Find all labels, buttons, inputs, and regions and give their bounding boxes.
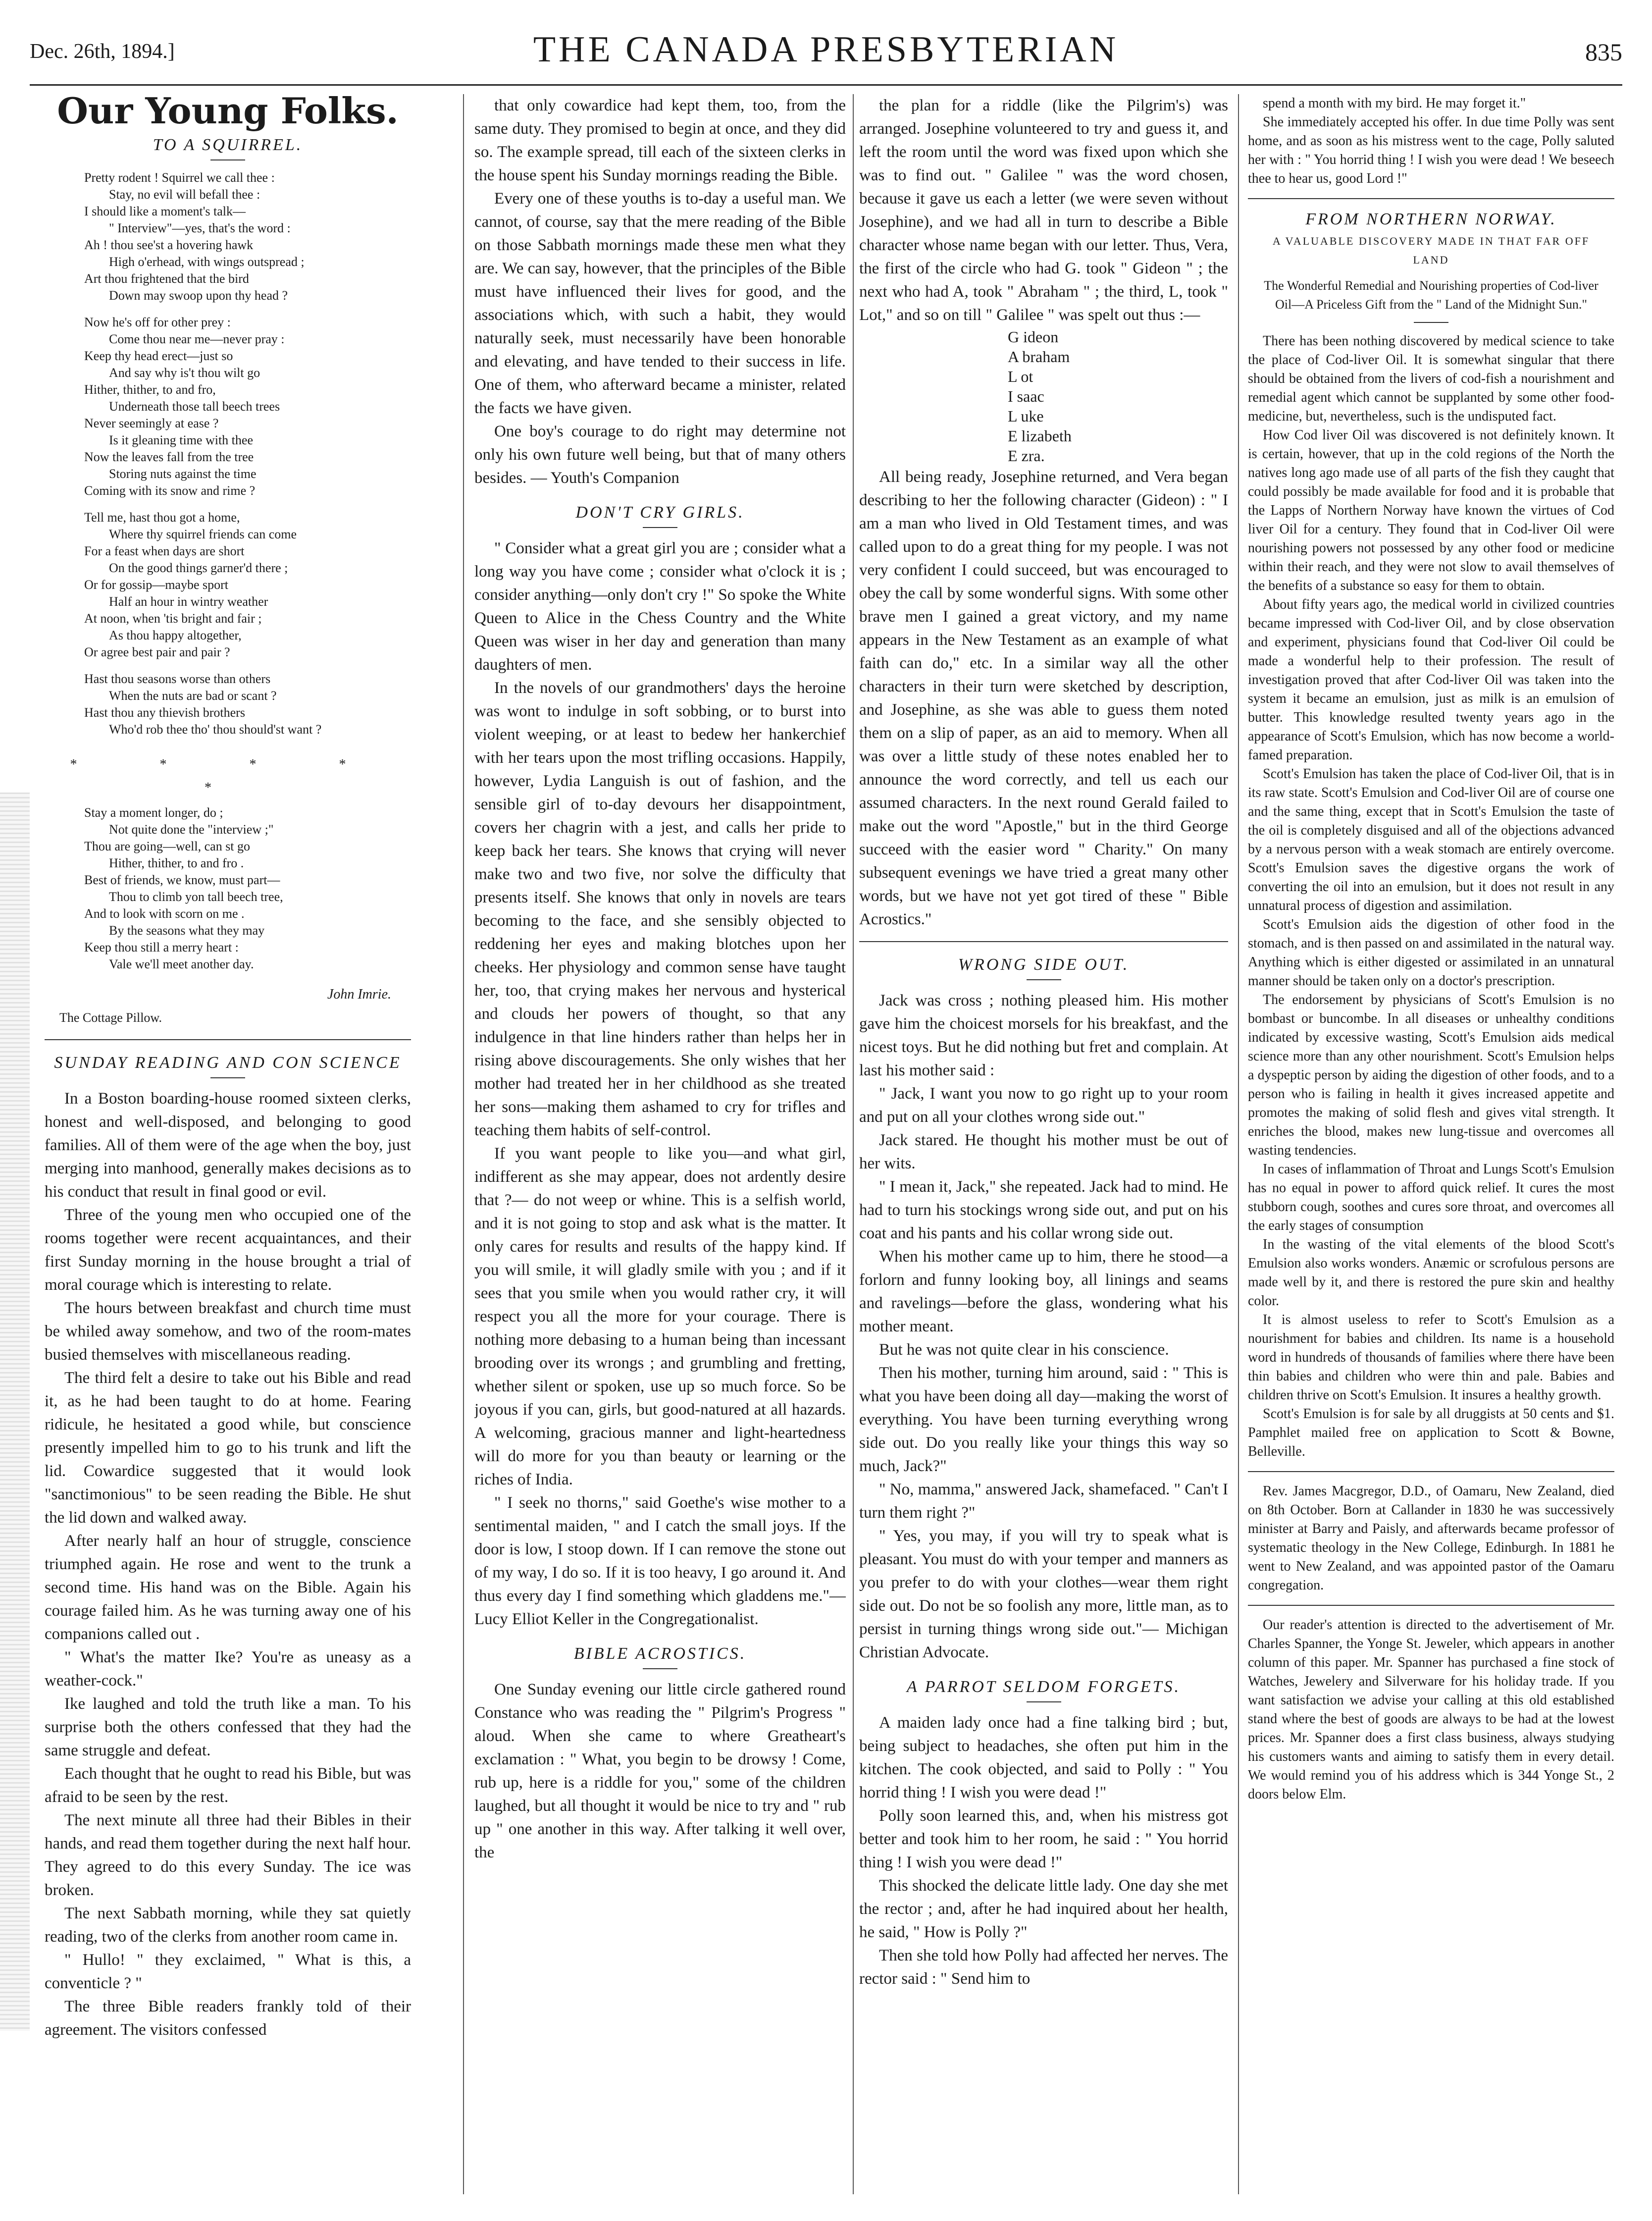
column-rule	[853, 94, 854, 2194]
paragraph: She immediately accepted his offer. In due time Polly was sent home, and as soon as his mistress went to the cage, Polly saluted her with : " You horrid thing ! I wish you were dead ! We beseech thee to hear us, good Lord !"	[1248, 114, 1614, 186]
paragraph: " Hullo! " they exclaimed, " What is this, a conventicle ? "	[45, 1951, 411, 1992]
paragraph: All being ready, Josephine returned, and Vera began describing to her the following character (Gideon) : " I am a man who lived in Old Testament times, and was called upon to do a great thing for my people. I was not very confident I could succeed, but was encouraged to obey the call by some wonderful signs. With some other brave men I gained a great victory, and my name appears in the New Testament as an example of what faith can do," etc. In a similar way all the other characters in their turn were sketched by description, and Josephine, as she was able to guess them noted them on a slip of paper, as an aid to memory. When all was over a little study of these notes enabled her to announce the word correctly, and tell us each our assumed characters. In the next round Gerald failed to make out the word "Apostle," but in the third George succeed with the easier word " Charity." On many subsequent evenings we have tried a great many other words, but we have not yet got tired of these " Bible Acrostics."	[859, 468, 1228, 928]
acrostic-line: E zra.	[1008, 447, 1045, 465]
paragraph: If you want people to like you—and what girl, indifferent as she may appear, does not ardently desire that ?— do not weep or whine. This is a selfish world, and it is not going to stop and ask what is the matter. It only cares for results and results of the happy kind. If you will smile, it will gladly smile with you ; and if it sees that you smile when you would rather cry, it will respect you all the more for your courage. There is nothing more debasing to a human being than incessant brooding over its wrongs ; and grumbling and fretting, whether silent or spoken, use up so much force. So be joyous if you can, girls, but good-natured at all hazards. A welcoming, gracious manner and light-heartedness will do more for you than beauty or learning or the riches of India.	[474, 1145, 846, 1488]
poem-line: Underneath those tall beech trees	[109, 399, 280, 414]
title-rule	[210, 1077, 245, 1078]
article-subtitle: A VALUABLE DISCOVERY MADE IN THAT FAR OFF LAND	[1272, 235, 1590, 266]
issue-date: Dec. 26th, 1894.]	[30, 40, 175, 63]
poem-line: Not quite done the "interview ;"	[109, 822, 274, 837]
paragraph: Three of the young men who occupied one of the rooms together were recent acquaintances, and their first Sunday morning in the house brought a trial of moral courage which is interesting to relate.	[45, 1206, 411, 1294]
title-rule	[643, 527, 677, 528]
stanza-gap	[45, 499, 411, 509]
paragraph: A maiden lady once had a fine talking bird ; but, being subject to headaches, she often put him in the kitchen. The cook objected, and said to Polly : " You horrid thing ! I wish you were dead !"	[859, 1714, 1228, 1801]
poem-line: Hast thou any thievish brothers	[84, 705, 245, 720]
poem-line: As thou happy altogether,	[109, 628, 242, 642]
paragraph: Each thought that he ought to read his Bible, but was afraid to be seen by the rest.	[45, 1765, 411, 1806]
paragraph: Jack was cross ; nothing pleased him. His mother gave him the choicest morsels for his breakfast, and the nicest toys. But he did nothing but fret and complain. At last his mother said :	[859, 992, 1228, 1079]
poem-line: Vale we'll meet another day.	[109, 957, 254, 971]
paragraph: In the wasting of the vital elements of the blood Scott's Emulsion also works wonders. Anæmic or scrofulous persons are made well by it, and there is restored the pure skin and healthy color.	[1248, 1237, 1614, 1309]
paragraph: " I mean it, Jack," she repeated. Jack had to mind. He had to turn his stockings wrong side out, and put on his coat and his pants and his collar wrong side out.	[859, 1178, 1228, 1242]
paragraph: that only cowardice had kept them, too, from the same duty. They promised to begin at once, and they did so. The example spread, till each of the sixteen clerks in the house spent his Sunday mornings reading the Bible.	[474, 97, 846, 184]
article-title: A PARROT SELDOM FORGETS.	[906, 1678, 1181, 1696]
section-divider	[45, 1039, 411, 1040]
section-divider	[1248, 1605, 1614, 1606]
title-rule	[1414, 322, 1448, 323]
article-title: WRONG SIDE OUT.	[958, 955, 1130, 974]
paragraph: Scott's Emulsion has taken the place of Cod-liver Oil, that is in its raw state. Scott's Emulsion and Cod-liver Oil are of course one and the same thing, except that in Scott's Emulsion the taste of the oil is completely disguised and all of the objections advanced by a nervous person with a weak stomach are entirely overcome. Scott's Emulsion saves the digestive organs the work of converting the oil into an emulsion, but it does not result in any unnatural process of digestion and assimilation.	[1248, 766, 1614, 913]
stanza-gap	[45, 973, 411, 983]
article-title: DON'T CRY GIRLS.	[575, 503, 745, 522]
section-divider	[859, 941, 1228, 942]
section-masthead: Our Young Folks.	[57, 94, 399, 132]
poem-line: Now the leaves fall from the tree	[84, 450, 254, 464]
article-deck: The Wonderful Remedial and Nourishing properties of Cod-liver Oil—A Priceless Gift from the " Land of the Midnight Sun."	[1264, 278, 1599, 312]
poem-line: On the good things garner'd there ;	[109, 561, 288, 575]
poem-source: The Cottage Pillow.	[59, 1010, 162, 1025]
poem-line: When the nuts are bad or scant ?	[109, 688, 277, 703]
column-4	[1248, 94, 1614, 2194]
paragraph: The next minute all three had their Bibles in their hands, and read them together during the next half hour. They agreed to do this every Sunday. The ice was broken.	[45, 1811, 411, 1899]
poem-line: Keep thy head erect—just so	[84, 349, 233, 363]
article-body	[474, 94, 846, 490]
article-body	[474, 1678, 846, 1864]
paragraph: Ike laughed and told the truth like a man. To his surprise both the others confessed that they had the same struggle and defeat.	[45, 1695, 411, 1759]
column-1	[45, 94, 411, 2194]
advertisement-notice: Our reader's attention is directed to the advertisement of Mr. Charles Spanner, the Yonge St. Jeweler, which appears in another column of this paper. Mr. Spanner has purchased a fine stock of Watches, Jewelery and Silverware for his holiday trade. If you want satisfaction we advise your calling at this old established stand where the best of goods are always to be had at the lowest prices. Mr. Spanner does a first class business, always studying his customers wants and aiming to satisfy them in every detail. We would remind you of his address which is 344 Yonge St., 2 doors below Elm.	[1248, 1617, 1614, 1802]
article-title: FROM NORTHERN NORWAY.	[1305, 210, 1557, 228]
paragraph: The next Sabbath morning, while they sat quietly reading, two of the clerks from another room came in.	[45, 1904, 411, 1946]
acrostic-line: L uke	[1008, 407, 1044, 425]
paragraph: One boy's courage to do right may determine not only his own future well being, but that of many others besides. — Youth's Companion	[474, 423, 846, 487]
article-body	[859, 1711, 1228, 1991]
paragraph: The three Bible readers frankly told of their agreement. The visitors confessed	[45, 1998, 411, 2039]
paragraph: About fifty years ago, the medical world in civilized countries became impressed with Cod-liver Oil, and by close observation and experiment, physicians found that Cod-liver Oil could be made a wonderful help to their profession. The result of investigation proved that after Cod-liver Oil was taken into the system it became an emulsion, just as milk is an emulsion of butter. This knowledge resulted twenty years ago in the appearance of Scott's Emulsion, which has now become a world-famed preparation.	[1248, 597, 1614, 763]
paragraph: " Consider what a great girl you are ; consider what a long way you have come ; consider what o'clock it is ; consider anything—only don't cry !" So spoke the White Queen to Alice in the Chess Country and the White Queen was wiser in her day and generation than many daughters of men.	[474, 539, 846, 674]
poem-line: Hast thou seasons worse than others	[84, 672, 271, 686]
section-divider	[1248, 198, 1614, 199]
acrostic-line: G ideon	[1008, 328, 1059, 346]
paragraph: There has been nothing discovered by medical science to take the place of Cod-liver Oil. It is somewhat singular that there should be obtained from the livers of cod-fish a nourishment and remedial agent which cannot be supplanted by some other food-medicine, but, nevertheless, such is the undisputed fact.	[1248, 333, 1614, 424]
paragraph: Jack stared. He thought his mother must be out of her wits.	[859, 1131, 1228, 1172]
poem-author: John Imrie.	[327, 987, 391, 1002]
article-body	[1248, 94, 1614, 188]
poem-line: Art thou frightened that the bird	[84, 271, 249, 286]
section-divider	[1248, 1471, 1614, 1472]
column-rule	[1238, 94, 1239, 2194]
poem-line: Best of friends, we know, must part—	[84, 873, 280, 887]
page-number: 835	[1585, 38, 1622, 66]
title-rule	[643, 1668, 677, 1669]
poem-line: Who'd rob thee tho' thou should'st want ?	[109, 722, 322, 737]
paragraph: One Sunday evening our little circle gathered round Constance who was reading the " Pilgrim's Progress " aloud. When she came to where Greatheart's exclamation : " What, you begin to be drowsy ! Come, rub up, here is a riddle for you," some of the children laughed, but all thought it would be nice to try and " rub up " one another in this way. After talking it well over, the	[474, 1681, 846, 1861]
poem-line: Or for gossip—maybe sport	[84, 578, 229, 592]
article-title: BIBLE ACROSTICS.	[573, 1644, 747, 1663]
poem-line: Now he's off for other prey :	[84, 315, 231, 329]
title-rule	[1027, 979, 1061, 980]
poem-line: Thou are going—well, can st go	[84, 839, 251, 853]
poem-title: TO A SQUIRREL.	[153, 136, 303, 154]
paragraph: In cases of inflammation of Throat and Lungs Scott's Emulsion has no equal in power to afford quick relief. It cures the most stubborn cough, soothes and cures sore throat, and overcomes all the early stages of consumption	[1248, 1162, 1614, 1233]
header-rule	[30, 84, 1622, 86]
poem	[45, 169, 411, 748]
poem-line: Tell me, hast thou got a home,	[84, 510, 240, 525]
poem-line: Never seemingly at ease ?	[84, 416, 219, 430]
paragraph: After nearly half an hour of struggle, conscience triumphed again. He rose and went to the trunk a second time. His hand was on the Bible. Again his courage failed him. As he was turning away one of his companions called out .	[45, 1532, 411, 1643]
poem-line: Pretty rodent ! Squirrel we call thee :	[84, 170, 275, 185]
paragraph: This shocked the delicate little lady. One day she met the rector ; and, after he had inquired about her health, he said, " How is Polly ?"	[859, 1877, 1228, 1941]
poem-line: Half an hour in wintry weather	[109, 594, 268, 609]
poem-final-stanza	[45, 804, 411, 983]
paragraph: the plan for a riddle (like the Pilgrim's) was arranged. Josephine volunteered to try and guess it, and left the room until the word was fixed upon which she was to find out. " Galilee " was the word chosen, because it gave us each a letter (we were seven without Josephine), and we had all in turn to describe a Bible character whose name began with our letter. Thus, Vera, the first of the circle who had G. took " Gideon " ; the next who had A, took " Abraham " ; the third, L, took " Lot," and so on till " Galilee " was spelt out thus :—	[859, 97, 1228, 324]
page-edge-stain	[0, 793, 30, 2031]
acrostic-line: A braham	[1008, 348, 1070, 366]
poem-line: Stay a moment longer, do ;	[84, 805, 223, 820]
paragraph: It is almost useless to refer to Scott's Emulsion as a nourishment for babies and children. Its name is a household word in hundreds of thousands of families where there have been thin babies and children who were thin and pale. Babies and children thrive on Scott's Emulsion. It insures a healthy growth.	[1248, 1312, 1614, 1403]
paragraph: The endorsement by physicians of Scott's Emulsion is no bombast or buncombe. In all diseases or unhealthy conditions indicated by excessive wasting, Scott's Emulsion aids medical science more than any other nourishment. Scott's Emulsion helps a dyspeptic person by aiding the digestion of other foods, and to a person who is failing in health it gives increased appetite and promotes the making of solid flesh and gives vital strength. It enriches the blood, makes new lung-tissue and overcomes all wasting tendencies.	[1248, 992, 1614, 1158]
stanza-gap	[45, 738, 411, 748]
paragraph: The third felt a desire to take out his Bible and read it, as he had been taught to do at home. Fearing ridicule, he hesitated a good while, but conscience presently impelled him to go to his trunk and lift the lid. Cowardice suggested that it would look "sanctimonious" to be seen reading the Bible. He shut the lid down and walked away.	[45, 1369, 411, 1527]
poem-line: Come thou near me—never pray :	[109, 332, 285, 346]
article-body	[474, 537, 846, 1631]
acrostic-list	[859, 327, 1228, 466]
poem-line: Down may swoop upon thy head ?	[109, 288, 288, 303]
poem-line: High o'erhead, with wings outspread ;	[109, 255, 305, 269]
poem-line: For a feast when days are short	[84, 544, 245, 558]
article-body	[859, 94, 1228, 327]
poem-line: Hither, thither, to and fro .	[109, 856, 244, 870]
poem-line: Storing nuts against the time	[109, 467, 257, 481]
poem-line: " Interview"—yes, that's the word :	[109, 221, 291, 235]
poem-line: Ah ! thou see'st a hovering hawk	[84, 238, 254, 252]
column-3	[859, 94, 1228, 2194]
paragraph: The hours between breakfast and church time must be whiled away somehow, and two of the room-mates busied themselves with miscellaneous reading.	[45, 1299, 411, 1364]
article-body	[859, 466, 1228, 931]
paragraph: Then his mother, turning him around, said : " This is what you have been doing all day—making the worst of everything. You have been turning everything wrong side out. Do you really like your things this way so much, Jack?"	[859, 1364, 1228, 1475]
paragraph: " No, mamma," answered Jack, shamefaced. " Can't I turn them right ?"	[859, 1481, 1228, 1522]
paragraph: When his mother came up to him, there he stood—a forlorn and funny looking boy, all linings and seams and ravelings—before the glass, wondering what his mother meant.	[859, 1248, 1228, 1335]
stanza-gap	[45, 661, 411, 671]
paragraph: In the novels of our grandmothers' days the heroine was wont to indulge in soft sobbing, or to burst into violent weeping, or at least to bedew her hankerchief with her tears upon the most trifling occasions. Happily, however, Lydia Languish is out of fashion, and the sensible girl of to-day devours her disappointment, covers her chagrin with a jest, and calls her pride to keep back her tears. She knows that crying will never make two and two five, nor solve the difficulty that presents itself. She knows that only in novels are tears becoming to the face, and she sensibly objected to reddening her eyes and making blotches upon her cheeks. Her physiology and common sense have taught her, too, that crying makes her nervous and hysterical and clouds her powers of thought, so that any indulgence in that line hinders rather than helps her in rising above discouragements. She only wishes that her mother had treated her in her childhood as she treated her sons—making them ashamed to cry for trifles and teaching them habits of self-control.	[474, 679, 846, 1139]
paragraph: spend a month with my bird. He may forget it."	[1263, 96, 1526, 111]
poem-line: And to look with scorn on me .	[84, 906, 245, 921]
page-header	[30, 29, 1622, 73]
paragraph: Scott's Emulsion aids the digestion of other food in the stomach, and is then passed on and assimilated in the natural way. Anything which is either digested or assimilated in an unnatural manner should be taken only on a doctor's prescription.	[1248, 917, 1614, 989]
paragraph: But he was not quite clear in his conscience.	[879, 1341, 1169, 1359]
column-2	[474, 94, 846, 2194]
paragraph: Scott's Emulsion is for sale by all druggists at 50 cents and $1. Pamphlet mailed free on application to Scott & Bowne, Belleville.	[1248, 1406, 1614, 1459]
paragraph: " What's the matter Ike? You're as uneasy as a weather-cock."	[45, 1648, 411, 1690]
column-rule	[463, 94, 464, 2194]
poem-line: Or agree best pair and pair ?	[84, 645, 230, 659]
paragraph: How Cod liver Oil was discovered is not definitely known. It is certain, however, that up in the cold regions of the North the natives long ago made use of all parts of the fish they caught that could possibly be made available for food and it is probable that the Lapps of Northern Norway have known the virtues of Cod liver Oil for a century. They found that in Cod-liver Oil were nourishing powers not possessed by any other food or medicine within their reach, and they were not slow to avail themselves of the benefits of a substance so easy for them to obtain.	[1248, 427, 1614, 593]
poem-line: And say why is't thou wilt go	[109, 366, 260, 380]
poem-line: Coming with its snow and rime ?	[84, 483, 256, 498]
paragraph: Polly soon learned this, and, when his mistress got better and took him to her room, he said : " You horrid thing ! I wish you were dead !"	[859, 1807, 1228, 1871]
stanza-gap	[45, 304, 411, 314]
paragraph: " Yes, you may, if you will try to speak what is pleasant. You must do with your temper and manners as you prefer to do with your clothes—wear them right side out. Do not be so foolish any more, little man, as to persist in turning things wrong side out."— Michigan Christian Advocate.	[859, 1527, 1228, 1661]
poem-line: Hither, thither, to and fro,	[84, 382, 216, 397]
obituary-notice: Rev. James Macgregor, D.D., of Oamaru, New Zealand, died on 8th October. Born at Callander in 1830 he was successively minister at Barry and Paisly, and afterwards became professor of systematic theology in the New College, Edinburgh. In 1881 he went to New Zealand, and was appointed pastor of the Oamaru congregation.	[1248, 1483, 1614, 1593]
poem-line: Thou to climb yon tall beech tree,	[109, 890, 283, 904]
acrostic-line: I saac	[1008, 387, 1044, 405]
paragraph: In a Boston boarding-house roomed sixteen clerks, honest and well-disposed, and belonging to good families. All of them were of the age when the boy, just merging into manhood, generally makes decisions as to his conduct that result in final good or evil.	[45, 1090, 411, 1201]
stars-separator: * * * * *	[70, 757, 386, 795]
article-body	[859, 989, 1228, 1664]
paragraph: Every one of these youths is to-day a useful man. We cannot, of course, say that the mere reading of the Bible on those Sabbath mornings made these men what they are. We can say, however, that the principles of the Bible must have influenced their lives for good, and the associations which, with such a habit, they would naturally seek, must necessarily have been honorable and elevating, and have tended to their success in life. One of them, who afterward became a minister, related the facts we have given.	[474, 190, 846, 417]
article-body	[1248, 332, 1614, 1461]
article-body	[45, 1087, 411, 2042]
acrostic-line: E lizabeth	[1008, 427, 1072, 445]
newspaper-title: THE CANADA PRESBYTERIAN	[533, 29, 1119, 70]
poem-line: By the seasons what they may	[109, 923, 265, 938]
title-rule	[1027, 1701, 1061, 1702]
acrostic-line: L ot	[1008, 368, 1033, 385]
poem-line: At noon, when 'tis bright and fair ;	[84, 611, 262, 626]
poem-line: Stay, no evil will befall thee :	[109, 187, 260, 202]
poem-line: Where thy squirrel friends can come	[109, 527, 297, 541]
poem-line: Is it gleaning time with thee	[109, 433, 253, 447]
article-title: SUNDAY READING AND CON SCIENCE	[54, 1054, 402, 1072]
title-rule	[210, 159, 245, 160]
paragraph: " Jack, I want you now to go right up to your room and put on all your clothes wrong side out."	[859, 1085, 1228, 1126]
paragraph: " I seek no thorns," said Goethe's wise mother to a sentimental maiden, " and I catch the small joys. If the door is low, I stoop down. If I can remove the stone out of my way, I do so. If it is too heavy, I go around it. And thus every day I find something which gladdens me."—Lucy Elliot Keller in the Congregationalist.	[474, 1494, 846, 1628]
poem-line: I should like a moment's talk—	[84, 204, 246, 218]
paragraph: Then she told how Polly had affected her nerves. The rector said : " Send him to	[859, 1947, 1228, 1988]
poem-line: Keep thou still a merry heart :	[84, 940, 239, 954]
